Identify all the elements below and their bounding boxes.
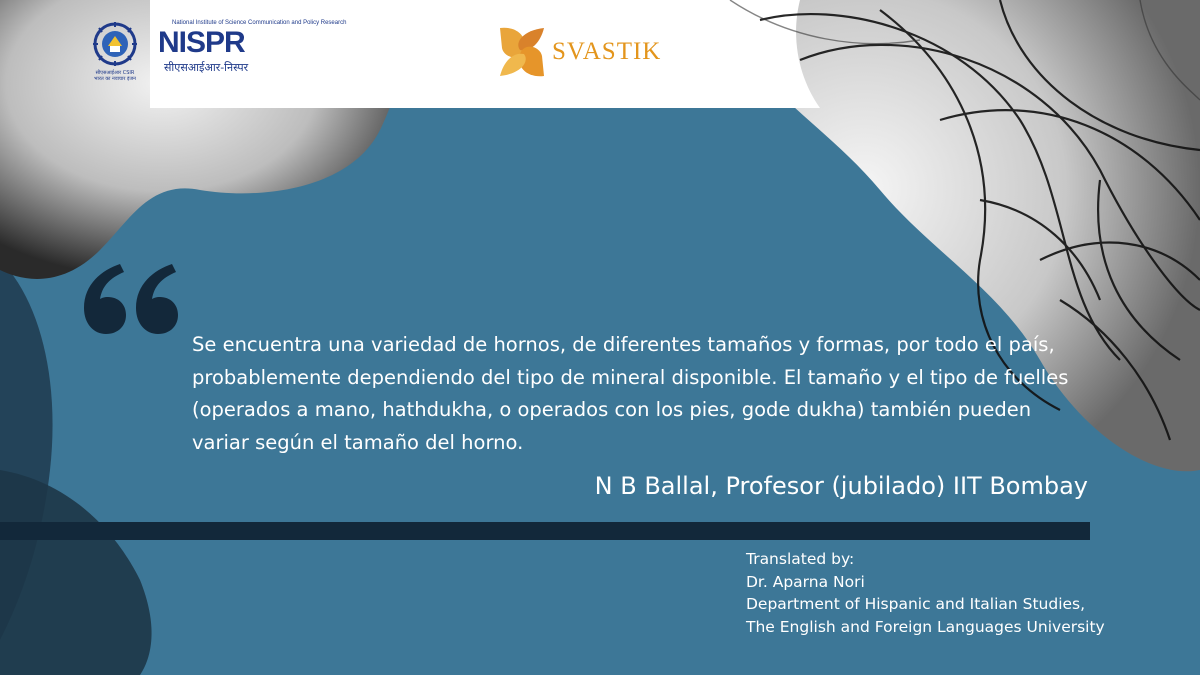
translator-name: Dr. Aparna Nori (746, 572, 865, 591)
csir-emblem-icon (80, 22, 150, 70)
translation-credits (746, 548, 1105, 638)
translator-university: The English and Foreign Languages University (746, 617, 1105, 636)
nisp-title: NISPR (158, 26, 245, 59)
credits-label: Translated by: (746, 550, 855, 568)
svastik-wordmark: SVASTIK (552, 38, 662, 65)
open-quote-icon (80, 262, 180, 336)
csir-caption: सीएसआईआर CSIR भारत का नवाचार इंजन (94, 70, 136, 82)
svastik-knot-icon (494, 22, 550, 82)
svastik-logo (494, 22, 664, 82)
header (0, 0, 1200, 108)
quote-text: Se encuentra una variedad de hornos, de diferentes tamaños y formas, por todo el país, probablemente dependiendo del tipo de mineral disponible. El tamaño y el tipo de fuelles (operados a mano, hathdukha, o operados con los pies, gode dukha) también pueden variar según el tamaño del horno. (192, 333, 1069, 454)
nisp-full-name: National Institute of Science Communication and Policy Research (172, 20, 347, 26)
csir-logo (80, 22, 150, 90)
translator-department: Department of Hispanic and Italian Studies, (746, 595, 1086, 613)
nisp-hindi-name: सीएसआईआर-निस्पर (164, 61, 249, 74)
quote-author: N B Ballal, Profesor (jubilado) IIT Bombay (594, 472, 1088, 500)
nisp-logo (150, 20, 347, 80)
divider-bar (0, 522, 1090, 540)
